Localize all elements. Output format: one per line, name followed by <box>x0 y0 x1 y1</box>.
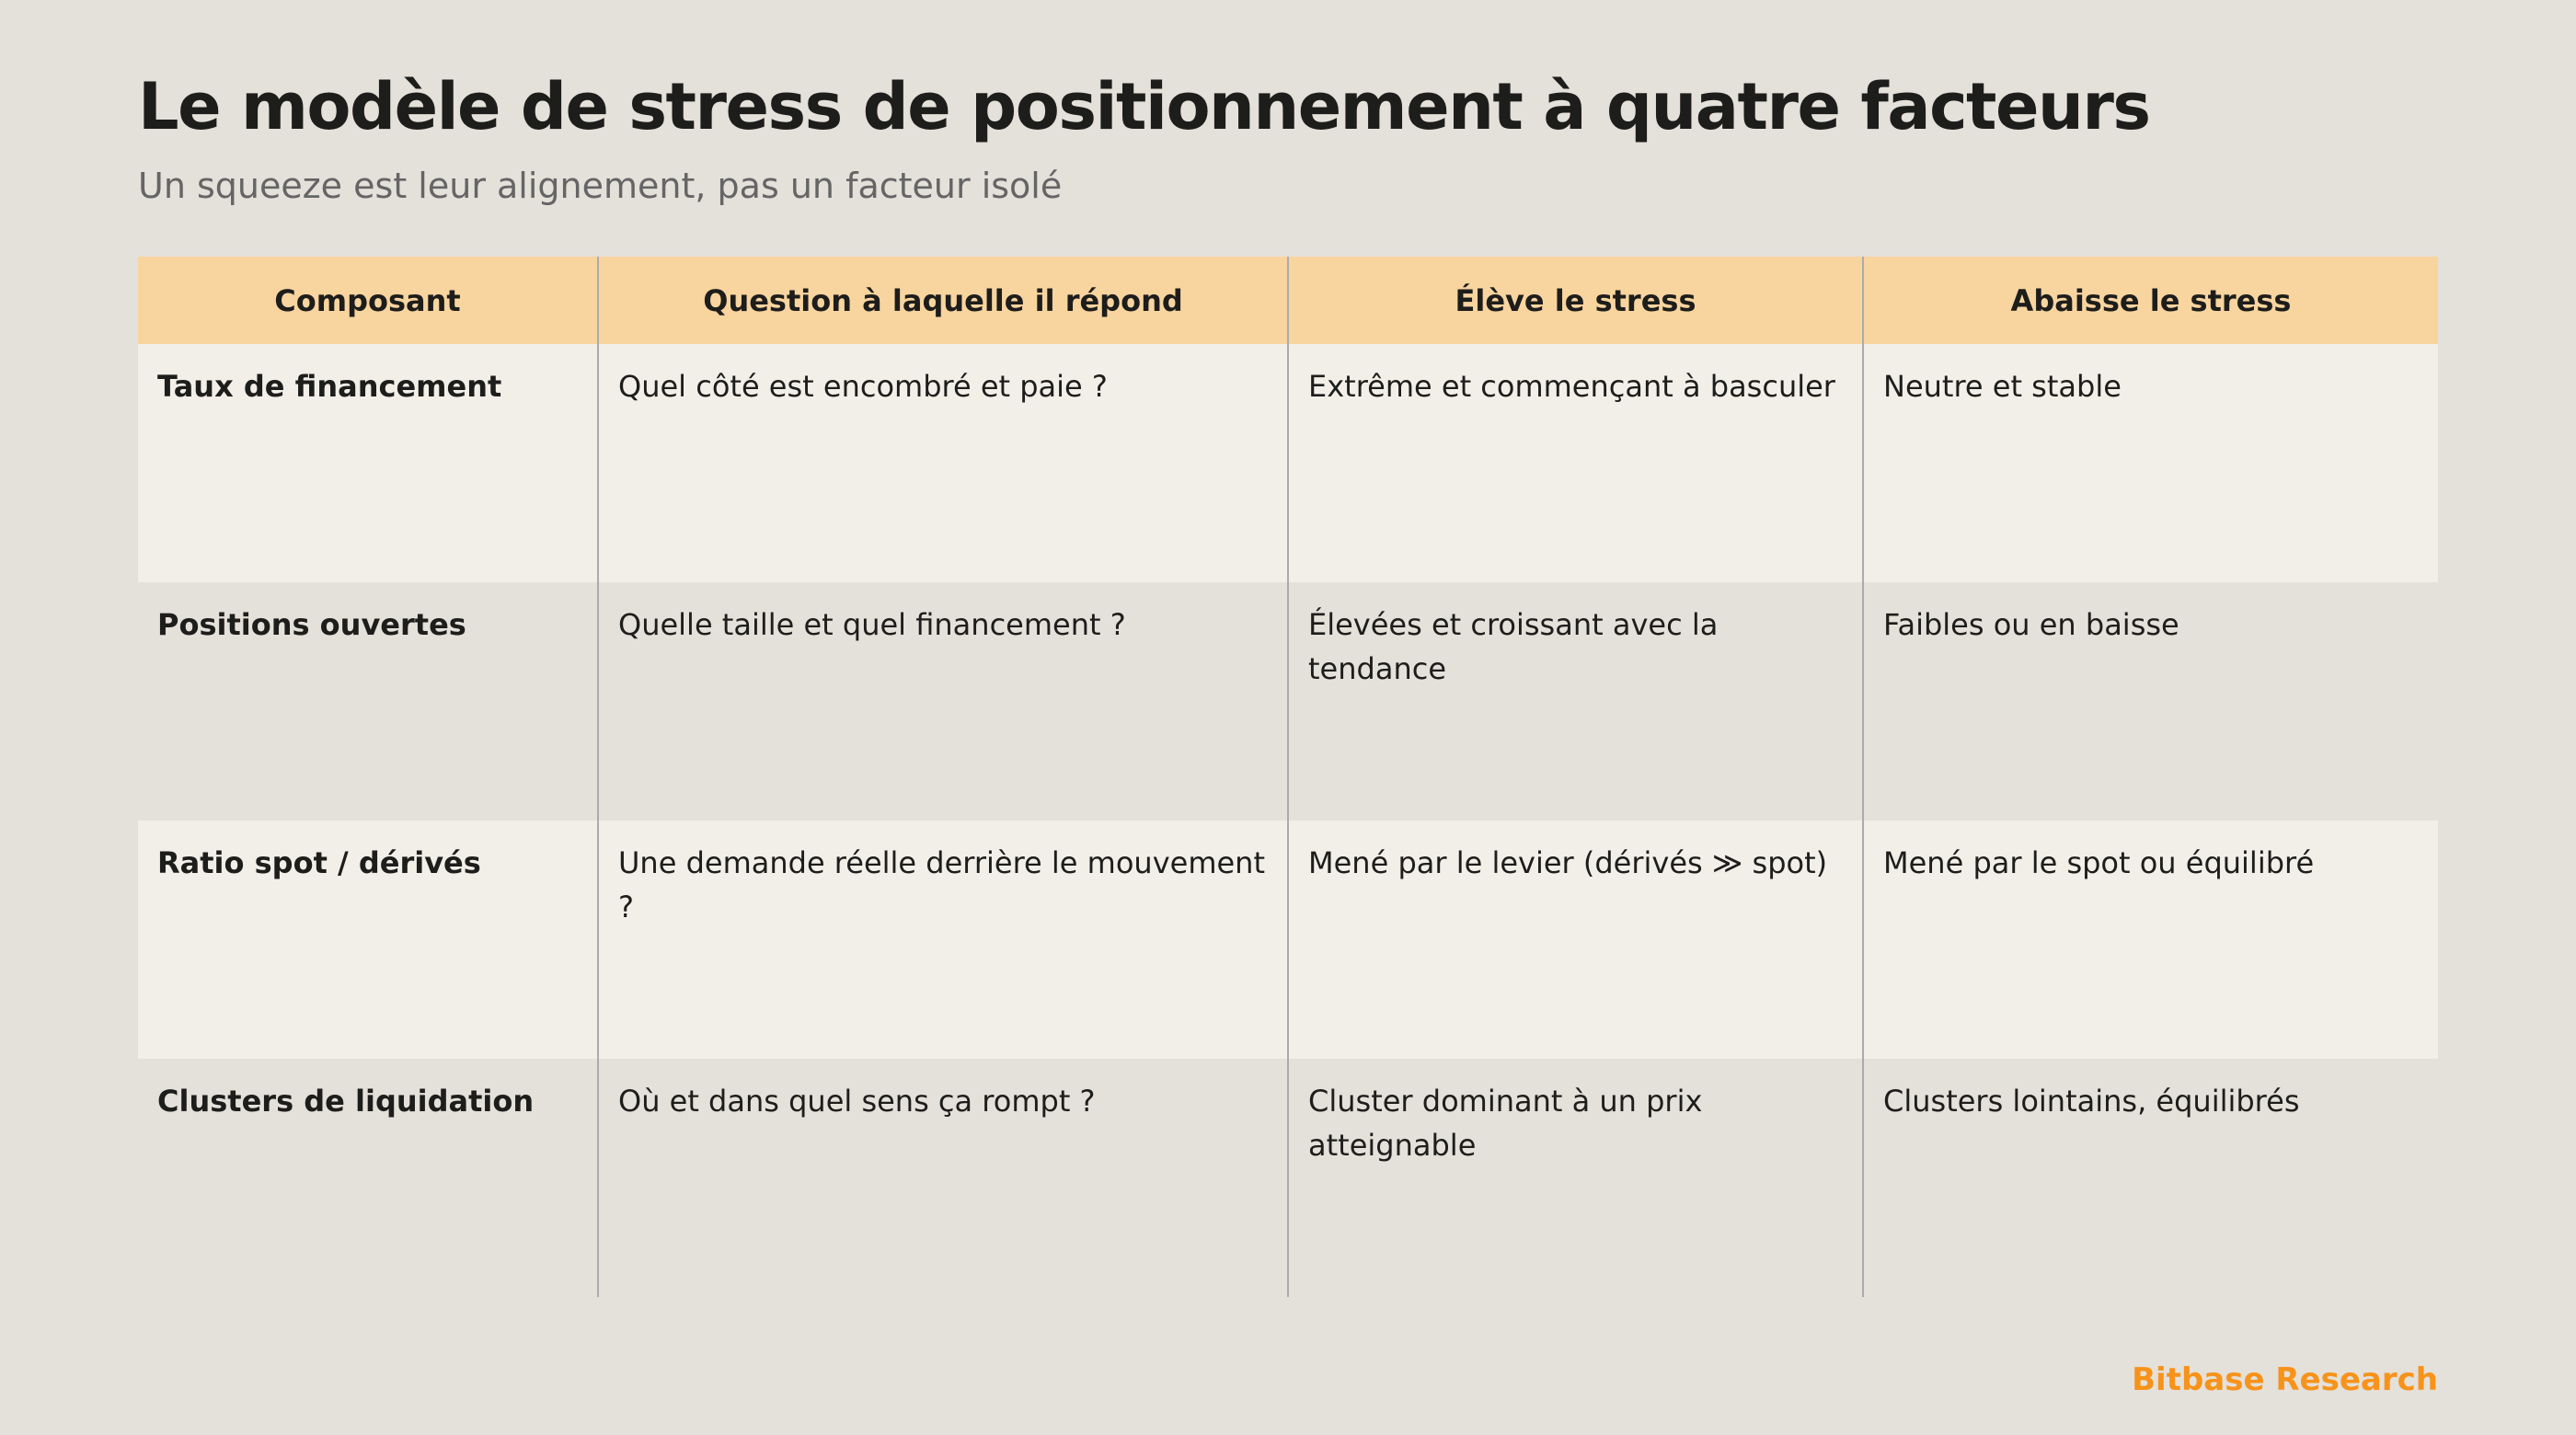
column-header-component: Composant <box>138 257 598 344</box>
cell-raises-stress: Cluster dominant à un prix atteignable <box>1288 1059 1863 1297</box>
cell-lowers-stress: Clusters lointains, équilibrés <box>1863 1059 2438 1297</box>
cell-question: Quel côté est encombré et paie ? <box>598 344 1288 582</box>
cell-component: Taux de financement <box>138 344 598 582</box>
table-row <box>138 1059 2438 1297</box>
stress-model-table <box>138 257 2438 1297</box>
column-header-raises-stress: Élève le stress <box>1288 257 1863 344</box>
cell-lowers-stress: Neutre et stable <box>1863 344 2438 582</box>
column-header-question: Question à laquelle il répond <box>598 257 1288 344</box>
table-row <box>138 821 2438 1059</box>
cell-lowers-stress: Mené par le spot ou équilibré <box>1863 821 2438 1059</box>
cell-question: Une demande réelle derrière le mouvement ? <box>598 821 1288 1059</box>
table-row <box>138 344 2438 582</box>
column-header-lowers-stress: Abaisse le stress <box>1863 257 2438 344</box>
table-row <box>138 582 2438 821</box>
cell-question: Où et dans quel sens ça rompt ? <box>598 1059 1288 1297</box>
cell-raises-stress: Extrême et commençant à basculer <box>1288 344 1863 582</box>
page-title: Le modèle de stress de positionnement à quatre facteurs <box>138 69 2150 144</box>
table-header-row <box>138 257 2438 344</box>
cell-raises-stress: Mené par le levier (dérivés ≫ spot) <box>1288 821 1863 1059</box>
cell-component: Positions ouvertes <box>138 582 598 821</box>
cell-question: Quelle taille et quel financement ? <box>598 582 1288 821</box>
cell-lowers-stress: Faibles ou en baisse <box>1863 582 2438 821</box>
cell-component: Ratio spot / dérivés <box>138 821 598 1059</box>
cell-component: Clusters de liquidation <box>138 1059 598 1297</box>
page-subtitle: Un squeeze est leur alignement, pas un facteur isolé <box>138 166 1063 206</box>
brand-footer: Bitbase Research <box>2132 1361 2438 1398</box>
cell-raises-stress: Élevées et croissant avec la tendance <box>1288 582 1863 821</box>
